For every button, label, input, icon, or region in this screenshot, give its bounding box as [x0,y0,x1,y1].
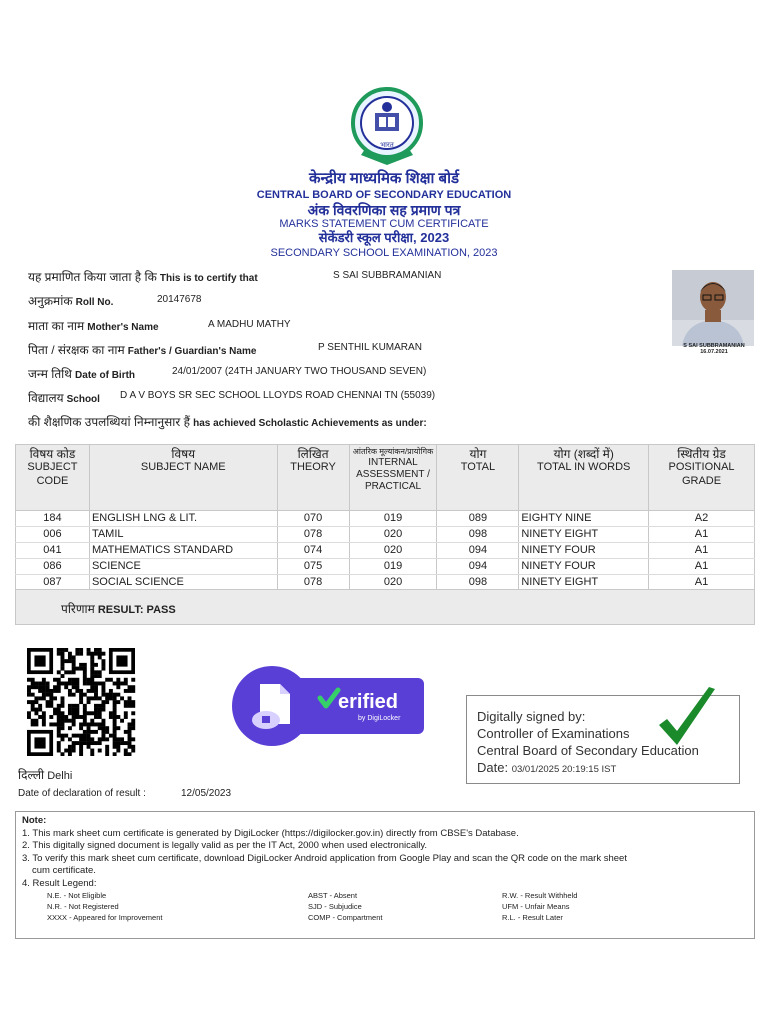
subject-name: TAMIL [89,527,277,543]
date-of-birth: 24/01/2007 (24TH JANUARY TWO THOUSAND SEVEN) [172,366,427,377]
notes-box [15,811,755,939]
internal-marks: 020 [349,543,437,559]
father-label: पिता / संरक्षक का नाम Father's / Guardian's Name [28,343,257,357]
certificate-title-english: MARKS STATEMENT CUM CERTIFICATE [279,218,489,230]
note-item: 1. This mark sheet cum certificate is generated by DigiLocker (https://digilocker.gov.in) directly from CBSE's Database. [22,827,519,839]
roll-label: अनुक्रमांक Roll No. [28,294,114,308]
verified-by-text: by DigiLocker [358,715,401,722]
header-internal: आंतरिक मूल्यांकन/प्रायोगिक INTERNAL ASSESSMENT / PRACTICAL [349,445,437,511]
subject-name: MATHEMATICS STANDARD [89,543,277,559]
verified-text: erified [338,691,399,713]
note-item: 2. This digitally signed document is legally valid as per the IT Act, 2000 when used electronically. [22,840,428,851]
mother-label: माता का नाम Mother's Name [28,319,159,333]
subject-code: 041 [16,543,90,559]
photo-caption: S SAI SUBBRAMANIAN 16.07.2021 [683,343,745,355]
exam-title-hindi: सेकेंडरी स्कूल परीक्षा, 2023 [318,230,450,245]
header-total-words: योग (शब्दों में) TOTAL IN WORDS [519,445,649,511]
total-in-words: EIGHTY NINE [519,511,649,527]
dob-label: जन्म तिथि Date of Birth [28,367,136,381]
qr-code-icon[interactable] [23,648,139,756]
theory-marks: 074 [277,543,349,559]
total-marks: 098 [437,575,519,591]
table-row [16,511,755,527]
signature-date: Date: 03/01/2025 20:19:15 IST [477,760,617,775]
table-row [16,543,755,559]
internal-marks: 019 [349,559,437,575]
total-marks: 094 [437,559,519,575]
place-of-issue: दिल्ली Delhi [18,768,73,782]
signature-line-2: Controller of Examinations [477,726,630,741]
header-subject-code: विषय कोड SUBJECT CODE [16,445,90,511]
cbse-emblem-icon [347,85,427,171]
mother-name: A MADHU MATHY [208,319,291,330]
exam-title-english: SECONDARY SCHOOL EXAMINATION, 2023 [270,247,498,259]
header-subject-name: विषय SUBJECT NAME [89,445,277,511]
signature-line-3: Central Board of Secondary Education [477,743,699,758]
subject-code: 086 [16,559,90,575]
signature-valid-check-icon [655,685,719,749]
school-label: विद्यालय School [28,391,100,405]
board-name-english: CENTRAL BOARD OF SECONDARY EDUCATION [256,189,512,201]
emblem-text: भारत [380,142,394,149]
theory-marks: 078 [277,527,349,543]
table-row [16,559,755,575]
positional-grade: A1 [649,543,755,559]
father-name: P SENTHIL KUMARAN [318,342,422,353]
subject-name: SOCIAL SCIENCE [89,575,277,591]
notes-title: Note: [22,815,47,826]
header-total: योग TOTAL [437,445,519,511]
digilocker-verified-badge [232,666,424,746]
positional-grade: A1 [649,575,755,591]
school-name: D A V BOYS SR SEC SCHOOL LLOYDS ROAD CHENNAI TN (55039) [120,390,436,401]
signature-line-1: Digitally signed by: [477,709,586,724]
header-theory: लिखित THEORY [277,445,349,511]
candidate-photo [672,270,754,346]
total-marks: 098 [437,527,519,543]
board-name-hindi: केन्द्रीय माध्यमिक शिक्षा बोर्ड [309,170,459,187]
total-in-words: NINETY FOUR [519,559,649,575]
certificate-title-hindi: अंक विवरणिका सह प्रमाण पत्र [307,202,461,218]
total-marks: 094 [437,543,519,559]
theory-marks: 078 [277,575,349,591]
certify-label: यह प्रमाणित किया जाता है कि This is to certify that [28,270,258,284]
subject-name: SCIENCE [89,559,277,575]
total-in-words: NINETY FOUR [519,543,649,559]
declaration-label: Date of declaration of result : [18,788,146,799]
subject-code: 184 [16,511,90,527]
total-in-words: NINETY EIGHT [519,527,649,543]
positional-grade: A2 [649,511,755,527]
total-marks: 089 [437,511,519,527]
table-row [16,527,755,543]
note-item: cum certificate. [32,865,96,876]
internal-marks: 020 [349,575,437,591]
roll-number: 20147678 [157,294,202,305]
achievement-label: की शैक्षणिक उपलब्धियां निम्नानुसार हैं has achieved Scholastic Achievements as under: [28,415,427,429]
header-grade: स्थितीय ग्रेड POSITIONAL GRADE [649,445,755,511]
theory-marks: 070 [277,511,349,527]
result-label: परिणाम RESULT: PASS [61,602,176,616]
positional-grade: A1 [649,559,755,575]
marks-table [15,444,755,591]
internal-marks: 020 [349,527,437,543]
subject-name: ENGLISH LNG & LIT. [89,511,277,527]
subject-code: 006 [16,527,90,543]
total-in-words: NINETY EIGHT [519,575,649,591]
declaration-date: 12/05/2023 [181,788,232,799]
note-item: 3. To verify this mark sheet cum certificate, download DigiLocker Android application from Google Play and scan the QR code on the mark sheet [22,852,627,864]
positional-grade: A1 [649,527,755,543]
note-item: 4. Result Legend: [22,877,97,889]
candidate-name: S SAI SUBBRAMANIAN [333,270,442,281]
theory-marks: 075 [277,559,349,575]
result-legend: N.E. - Not Eligible ABST - Absent R.W. - Result Withheld N.R. - Not Registered SJD - Subjudice UFM - Unfair Means XXXX - Appeared for Improvement COMP - Compartment R.L. - Result Later [47,891,578,922]
subject-code: 087 [16,575,90,591]
internal-marks: 019 [349,511,437,527]
